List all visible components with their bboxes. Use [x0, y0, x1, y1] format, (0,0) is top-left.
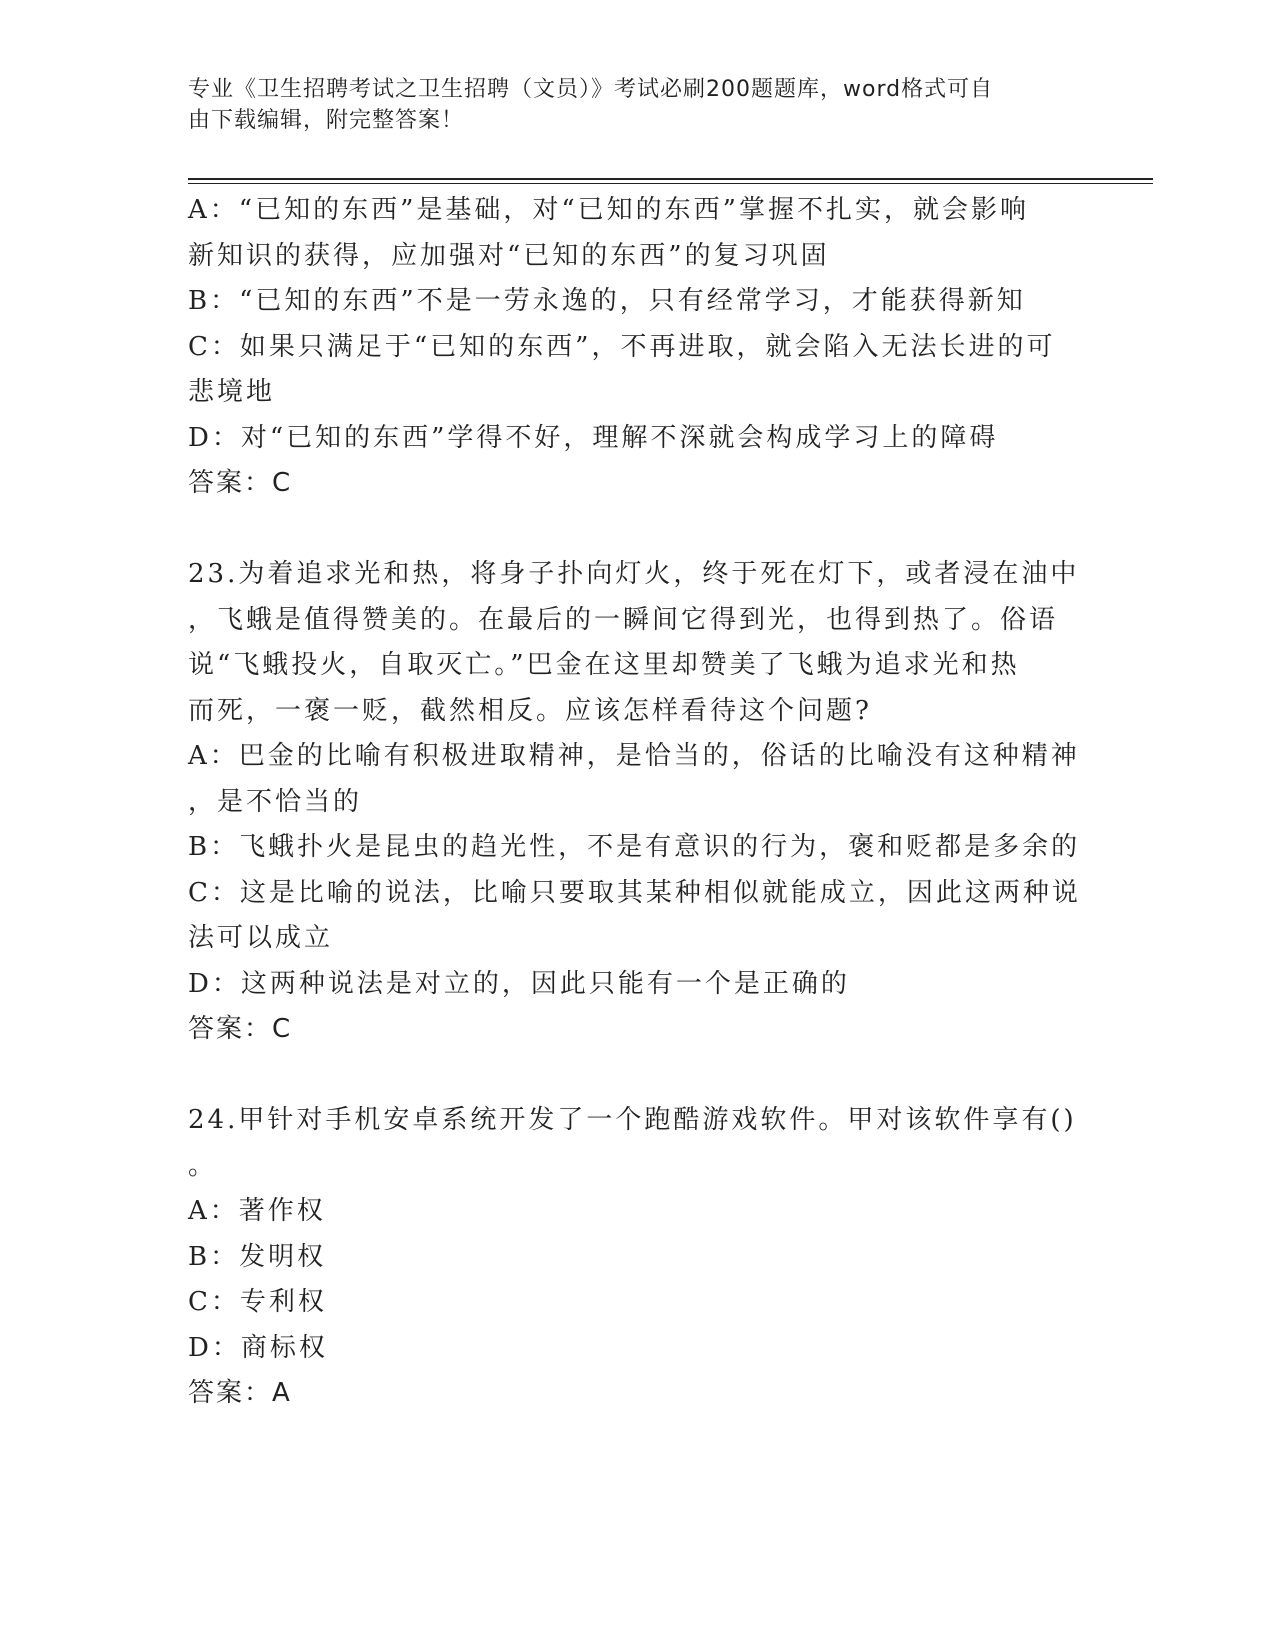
option-line: D：商标权 [188, 1332, 328, 1363]
header-rule-thick [188, 178, 1153, 180]
option-line: C：专利权 [188, 1287, 327, 1317]
option-line: 悲境地 [188, 377, 276, 407]
option-line: C：如果只满足于“已知的东西”，不再进取，就会陷入无法长进的可 [188, 331, 1056, 362]
option-line: 新知识的获得，应加强对“已知的东西”的复习巩固 [188, 240, 830, 271]
document-header [188, 74, 1068, 136]
option-line: A：“已知的东西”是基础，对“已知的东西”掌握不扎实，就会影响 [188, 195, 1029, 225]
question-stem-line: 说“飞蛾投火，自取灭亡。”巴金在这里却赞美了飞蛾为追求光和热 [188, 650, 1020, 680]
option-line: C：这是比喻的说法，比喻只要取其某种相似就能成立，因此这两种说 [188, 877, 1081, 908]
option-line: A：巴金的比喻有积极进取精神，是恰当的，俗话的比喻没有这种精神 [188, 741, 1080, 771]
header-line-1: 专业《卫生招聘考试之卫生招聘（文员）》考试必刷200题题库，word格式可自 [188, 77, 994, 102]
answer-line: 答案：A [188, 1378, 292, 1408]
question-list [188, 188, 1081, 1417]
option-line: D：这两种说法是对立的，因此只能有一个是正确的 [188, 968, 850, 999]
header-line-2: 由下载编辑，附完整答案！ [188, 108, 465, 133]
option-line: 法可以成立 [188, 923, 334, 953]
question-stem-line: 23.为着追求光和热，将身子扑向灯火，终于死在灯下，或者浸在油中 [188, 559, 1080, 589]
spacer [188, 1053, 1078, 1099]
spacer [188, 507, 1078, 553]
option-line: A：著作权 [188, 1196, 326, 1226]
question-22 [188, 188, 1078, 507]
option-line: B：飞蛾扑火是昆虫的趋光性，不是有意识的行为，褒和贬都是多余的 [188, 832, 1081, 862]
option-line: ，是不恰当的 [188, 786, 363, 817]
question-stem-line: 而死，一褒一贬，截然相反。应该怎样看待这个问题? [188, 695, 872, 726]
question-stem-line: 24.甲针对手机安卓系统开发了一个跑酷游戏软件。甲对该软件享有() [188, 1105, 1077, 1135]
question-stem-line: ，飞蛾是值得赞美的。在最后的一瞬间它得到光，也得到热了。俗语 [188, 604, 1059, 635]
option-line: B：发明权 [188, 1241, 327, 1272]
question-23 [188, 552, 1081, 1053]
question-24 [188, 1098, 1078, 1417]
option-line: B：“已知的东西”不是一劳永逸的，只有经常学习，才能获得新知 [188, 286, 1026, 316]
header-rule-thin [188, 183, 1153, 184]
option-line: D：对“已知的东西”学得不好，理解不深就会构成学习上的障碍 [188, 422, 999, 453]
question-stem-line: 。 [188, 1150, 218, 1181]
answer-line: 答案：C [188, 1014, 293, 1044]
answer-line: 答案：C [188, 468, 293, 498]
